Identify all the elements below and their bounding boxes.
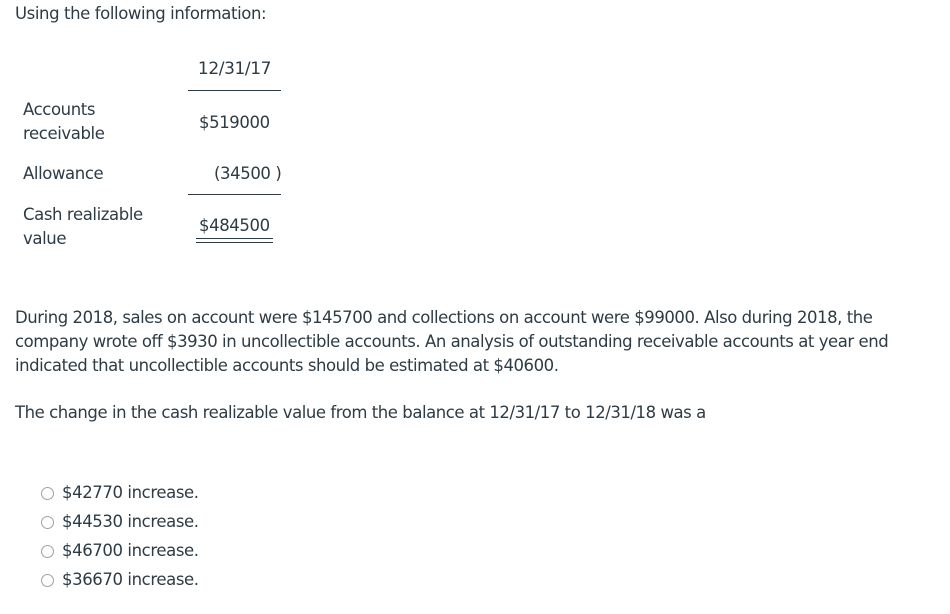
answer-option-label: $44530 increase. bbox=[62, 512, 199, 531]
answer-option-label: $36670 increase. bbox=[62, 570, 199, 589]
answer-option-label: $46700 increase. bbox=[62, 541, 199, 560]
row-value-allowance: (34500 ) bbox=[214, 164, 282, 183]
intro-text: Using the following information: bbox=[15, 4, 267, 23]
radio-button[interactable] bbox=[41, 487, 54, 500]
question-text: The change in the cash realizable value from the balance at 12/31/17 to 12/31/18 was a bbox=[15, 403, 706, 422]
row-label-accounts-receivable: Accounts receivable bbox=[23, 100, 105, 143]
total-double-underline bbox=[196, 238, 273, 243]
radio-button[interactable] bbox=[41, 574, 54, 587]
row-label-allowance: Allowance bbox=[23, 164, 104, 183]
answer-option[interactable] bbox=[41, 539, 199, 563]
answer-option-label: $42770 increase. bbox=[62, 483, 199, 502]
row-value-cash-realizable-value: $484500 bbox=[199, 216, 270, 235]
header-underline bbox=[188, 90, 281, 91]
problem-paragraph: During 2018, sales on account were $145700 and collections on account were $99000. Also during 2018, the company wrote off $3930 in uncollectible accounts. An analysis of outstanding receivable accounts at year end indicated that uncollectible accounts should be estimated at $40600. bbox=[15, 308, 889, 375]
answer-option[interactable] bbox=[41, 481, 199, 505]
row-label-cash-realizable-value: Cash realizable value bbox=[23, 205, 143, 248]
row-value-accounts-receivable: $519000 bbox=[199, 113, 270, 132]
radio-button[interactable] bbox=[41, 516, 54, 529]
subtotal-rule bbox=[188, 194, 281, 195]
date-column-header: 12/31/17 bbox=[197, 59, 272, 79]
answer-option[interactable] bbox=[41, 568, 199, 592]
radio-button[interactable] bbox=[41, 545, 54, 558]
answer-option[interactable] bbox=[41, 510, 199, 534]
